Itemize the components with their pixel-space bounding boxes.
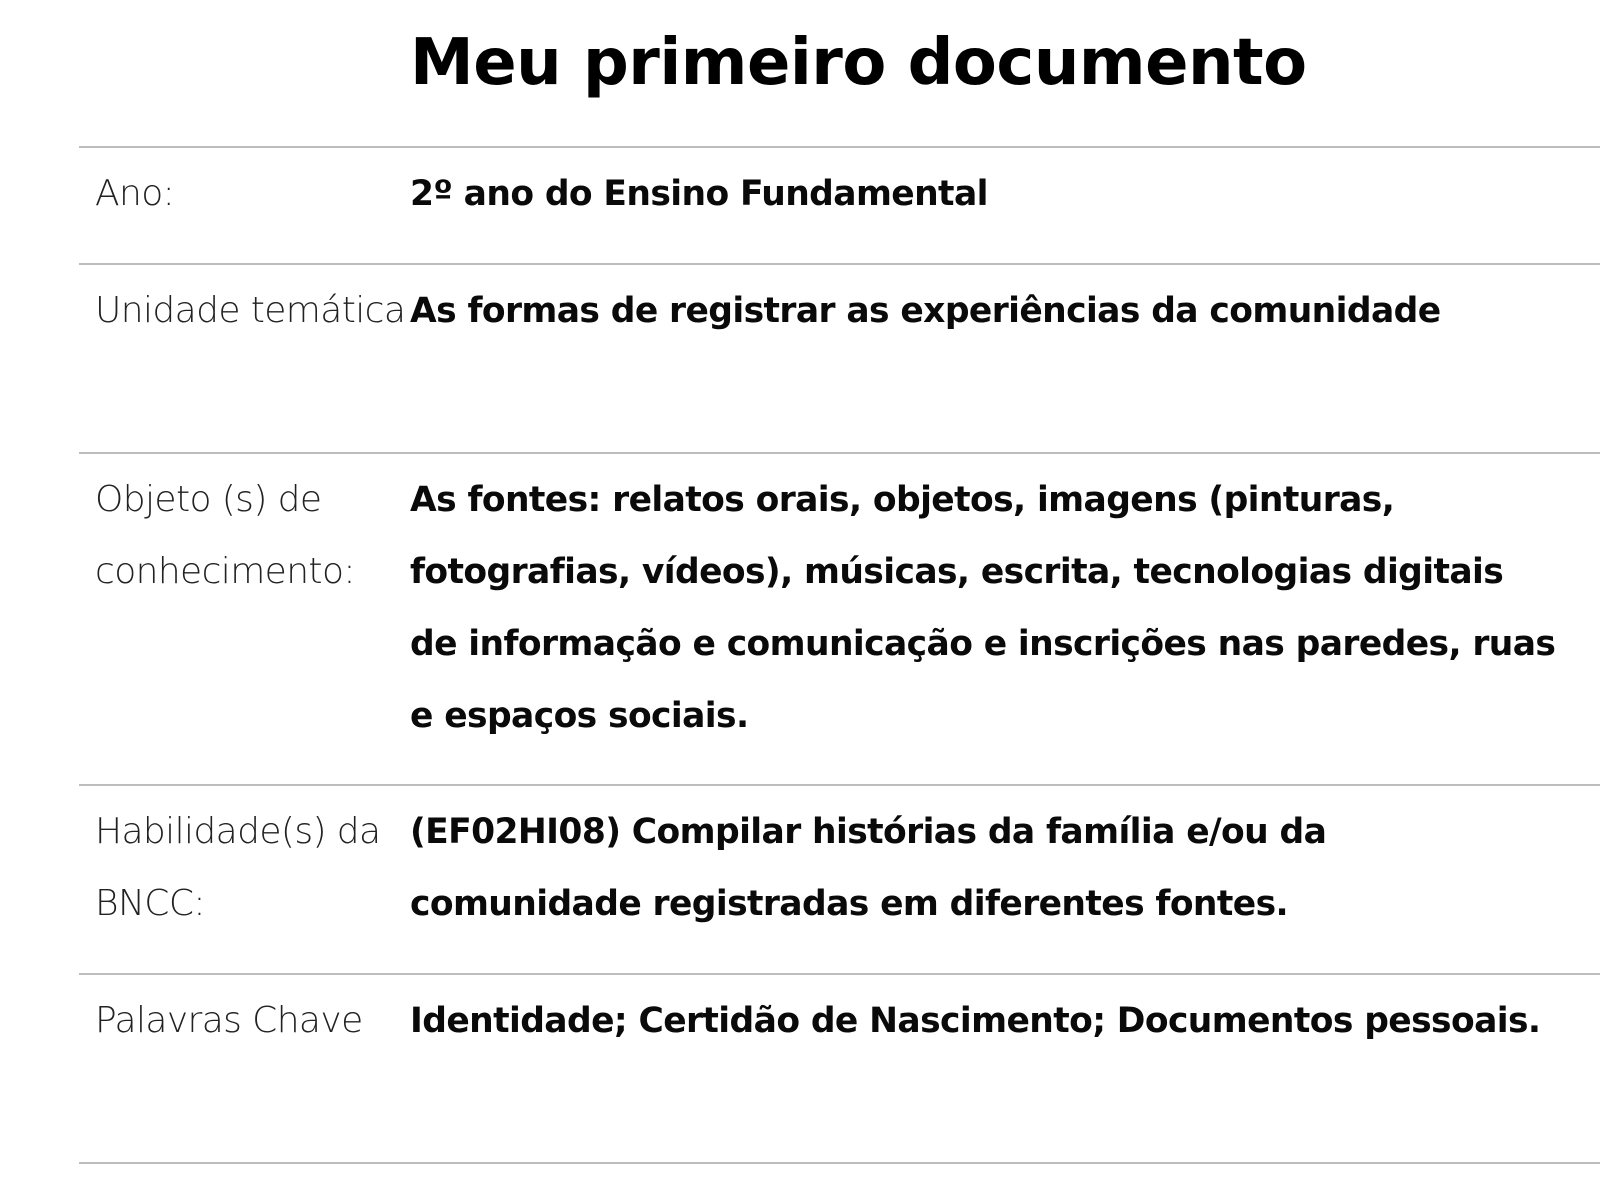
row-label-ano: Ano: bbox=[95, 173, 175, 214]
table-row-palavras-chave bbox=[79, 975, 1600, 1164]
row-label-habilidades-bncc: Habilidade(s) da BNCC: bbox=[95, 811, 381, 924]
table-row-ano bbox=[79, 148, 1600, 265]
row-value-palavras-chave: Identidade; Certidão de Nascimento; Documentos pessoais. bbox=[410, 1001, 1541, 1041]
row-value-unidade-tematica: As formas de registrar as experiências da comunidade bbox=[410, 291, 1441, 331]
table-row-unidade-tematica bbox=[79, 265, 1600, 454]
row-label-unidade-tematica: Unidade temática bbox=[95, 290, 406, 331]
row-label-palavras-chave: Palavras Chave bbox=[95, 1000, 363, 1041]
table-row-habilidades-bncc bbox=[79, 786, 1600, 975]
row-value-ano: 2º ano do Ensino Fundamental bbox=[410, 174, 988, 214]
info-table bbox=[79, 146, 1600, 1164]
row-value-objeto-conhecimento: As fontes: relatos orais, objetos, imagens (pinturas, fotografias, vídeos), músicas, escrita, tecnologias digitais de informação e comunicação e inscrições nas paredes, ruas e espaços sociais. bbox=[410, 480, 1556, 736]
row-label-objeto-conhecimento: Objeto (s) de conhecimento: bbox=[95, 479, 355, 592]
row-value-habilidades-bncc: (EF02HI08) Compilar histórias da família e/ou da comunidade registradas em diferentes fontes. bbox=[410, 812, 1327, 924]
table-row-objeto-conhecimento bbox=[79, 454, 1600, 786]
page-title: Meu primeiro documento bbox=[410, 26, 1307, 100]
